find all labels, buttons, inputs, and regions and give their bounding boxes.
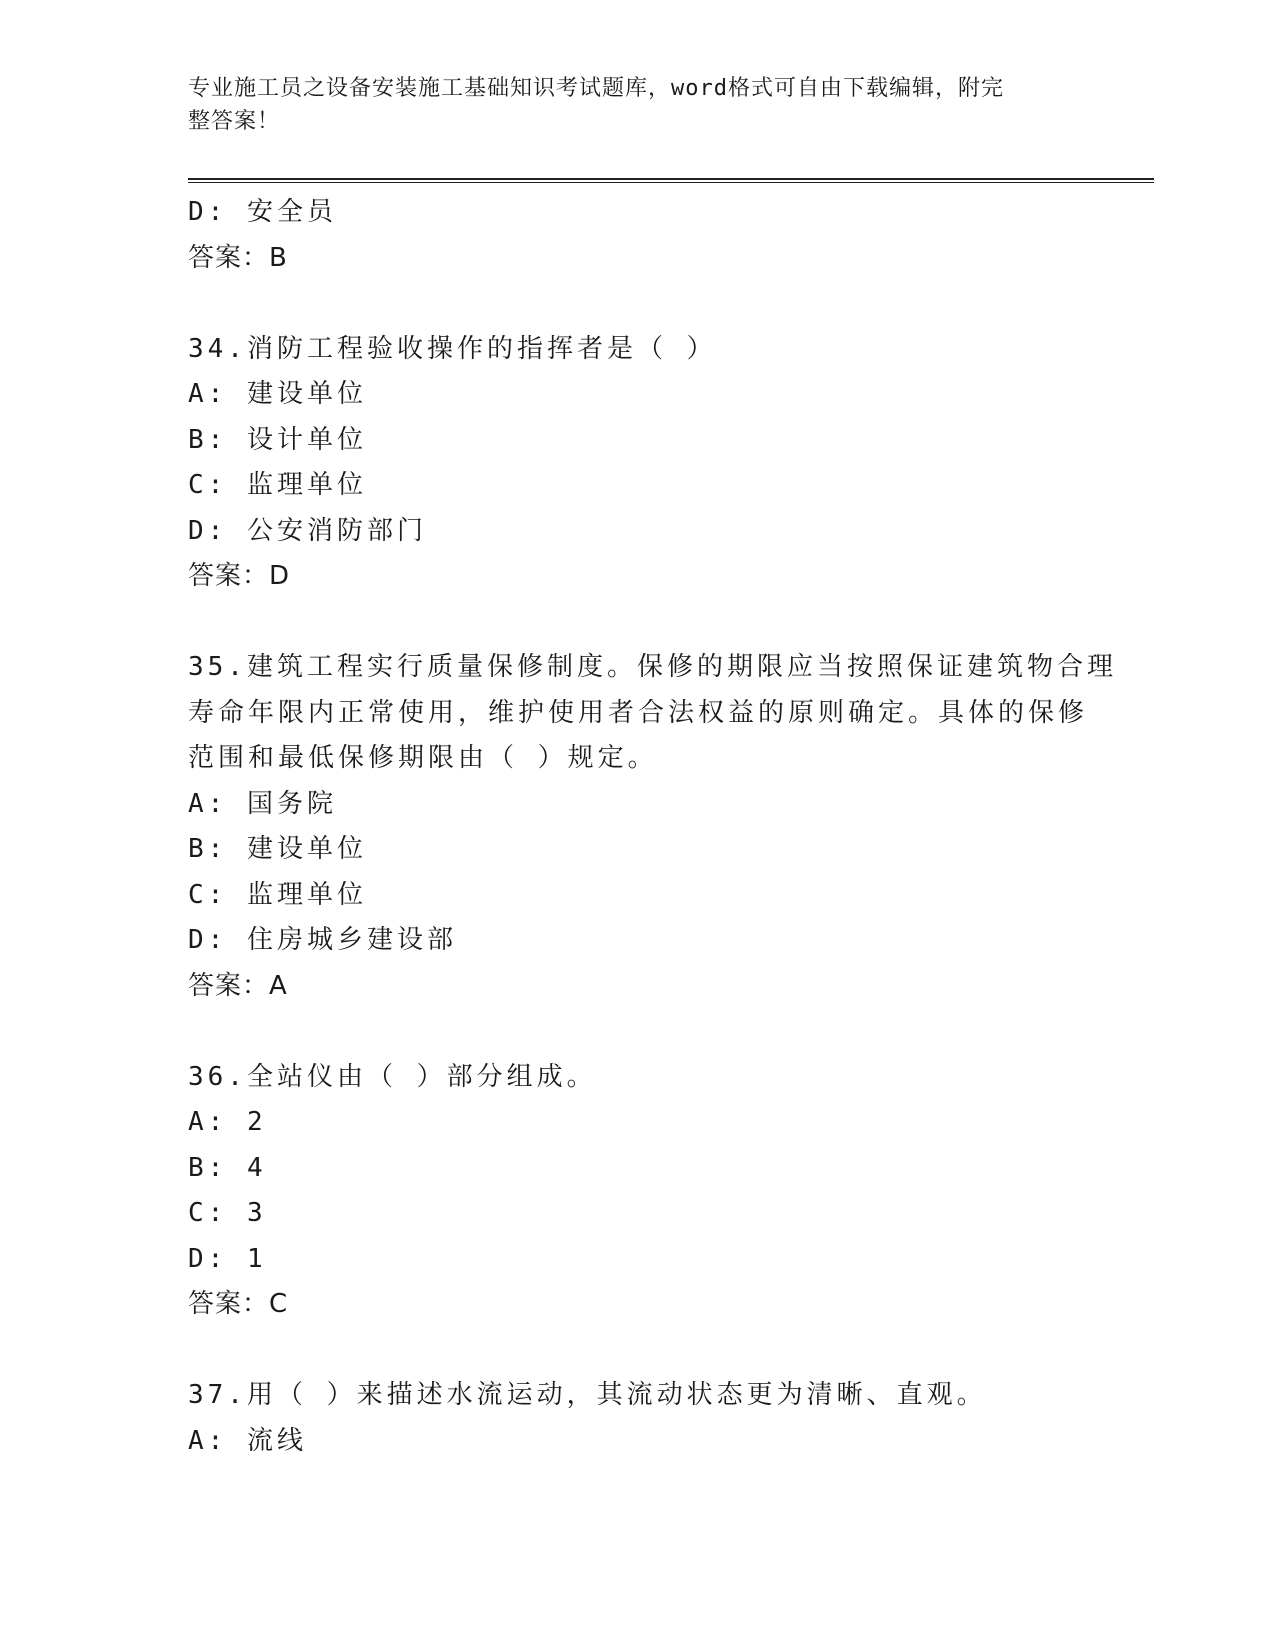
option-a: A: 建设单位 bbox=[188, 379, 367, 409]
option-c: C: 3 bbox=[188, 1198, 267, 1228]
question-stem-line-3: 范围和最低保修期限由（ ）规定。 bbox=[188, 743, 658, 773]
answer: 答案：C bbox=[188, 1289, 289, 1319]
prev-answer: 答案：B bbox=[188, 242, 288, 273]
header-divider bbox=[188, 178, 1154, 183]
document-header bbox=[188, 72, 1068, 138]
header-line-2: 整答案！ bbox=[188, 109, 281, 134]
option-d: D: 公安消防部门 bbox=[188, 515, 427, 546]
prev-option-d: D: 安全员 bbox=[188, 197, 337, 227]
spacer bbox=[188, 281, 1088, 327]
option-d: D: 住房城乡建设部 bbox=[188, 925, 457, 955]
question-34 bbox=[188, 327, 1088, 600]
question-list bbox=[188, 190, 1117, 1464]
option-a: A: 国务院 bbox=[188, 788, 337, 819]
option-b: B: 建设单位 bbox=[188, 834, 367, 864]
header-line-1: 专业施工员之设备安装施工基础知识考试题库，word格式可自由下载编辑，附完 bbox=[188, 76, 1004, 101]
question-37 bbox=[188, 1373, 1088, 1464]
spacer bbox=[188, 1328, 1088, 1374]
spacer bbox=[188, 1009, 1088, 1055]
question-36 bbox=[188, 1055, 1088, 1328]
option-a: A: 流线 bbox=[188, 1425, 307, 1456]
answer: 答案：A bbox=[188, 970, 288, 1001]
option-d: D: 1 bbox=[188, 1243, 267, 1274]
option-c: C: 监理单位 bbox=[188, 879, 367, 910]
option-b: B: 4 bbox=[188, 1152, 267, 1183]
option-a: A: 2 bbox=[188, 1107, 267, 1137]
option-c: C: 监理单位 bbox=[188, 470, 367, 500]
question-stem: 34.消防工程验收操作的指挥者是（ ） bbox=[188, 333, 717, 364]
question-stem-line-1: 35.建筑工程实行质量保修制度。保修的期限应当按照保证建筑物合理 bbox=[188, 652, 1117, 682]
question-35 bbox=[188, 645, 1117, 1009]
question-stem-line-2: 寿命年限内正常使用，维护使用者合法权益的原则确定。具体的保修 bbox=[188, 697, 1089, 728]
answer: 答案：D bbox=[188, 561, 291, 591]
option-b: B: 设计单位 bbox=[188, 424, 367, 455]
question-stem: 36.全站仪由（ ）部分组成。 bbox=[188, 1061, 597, 1092]
spacer bbox=[188, 600, 1088, 646]
question-stem: 37.用（ ）来描述水流运动，其流动状态更为清晰、直观。 bbox=[188, 1380, 987, 1410]
